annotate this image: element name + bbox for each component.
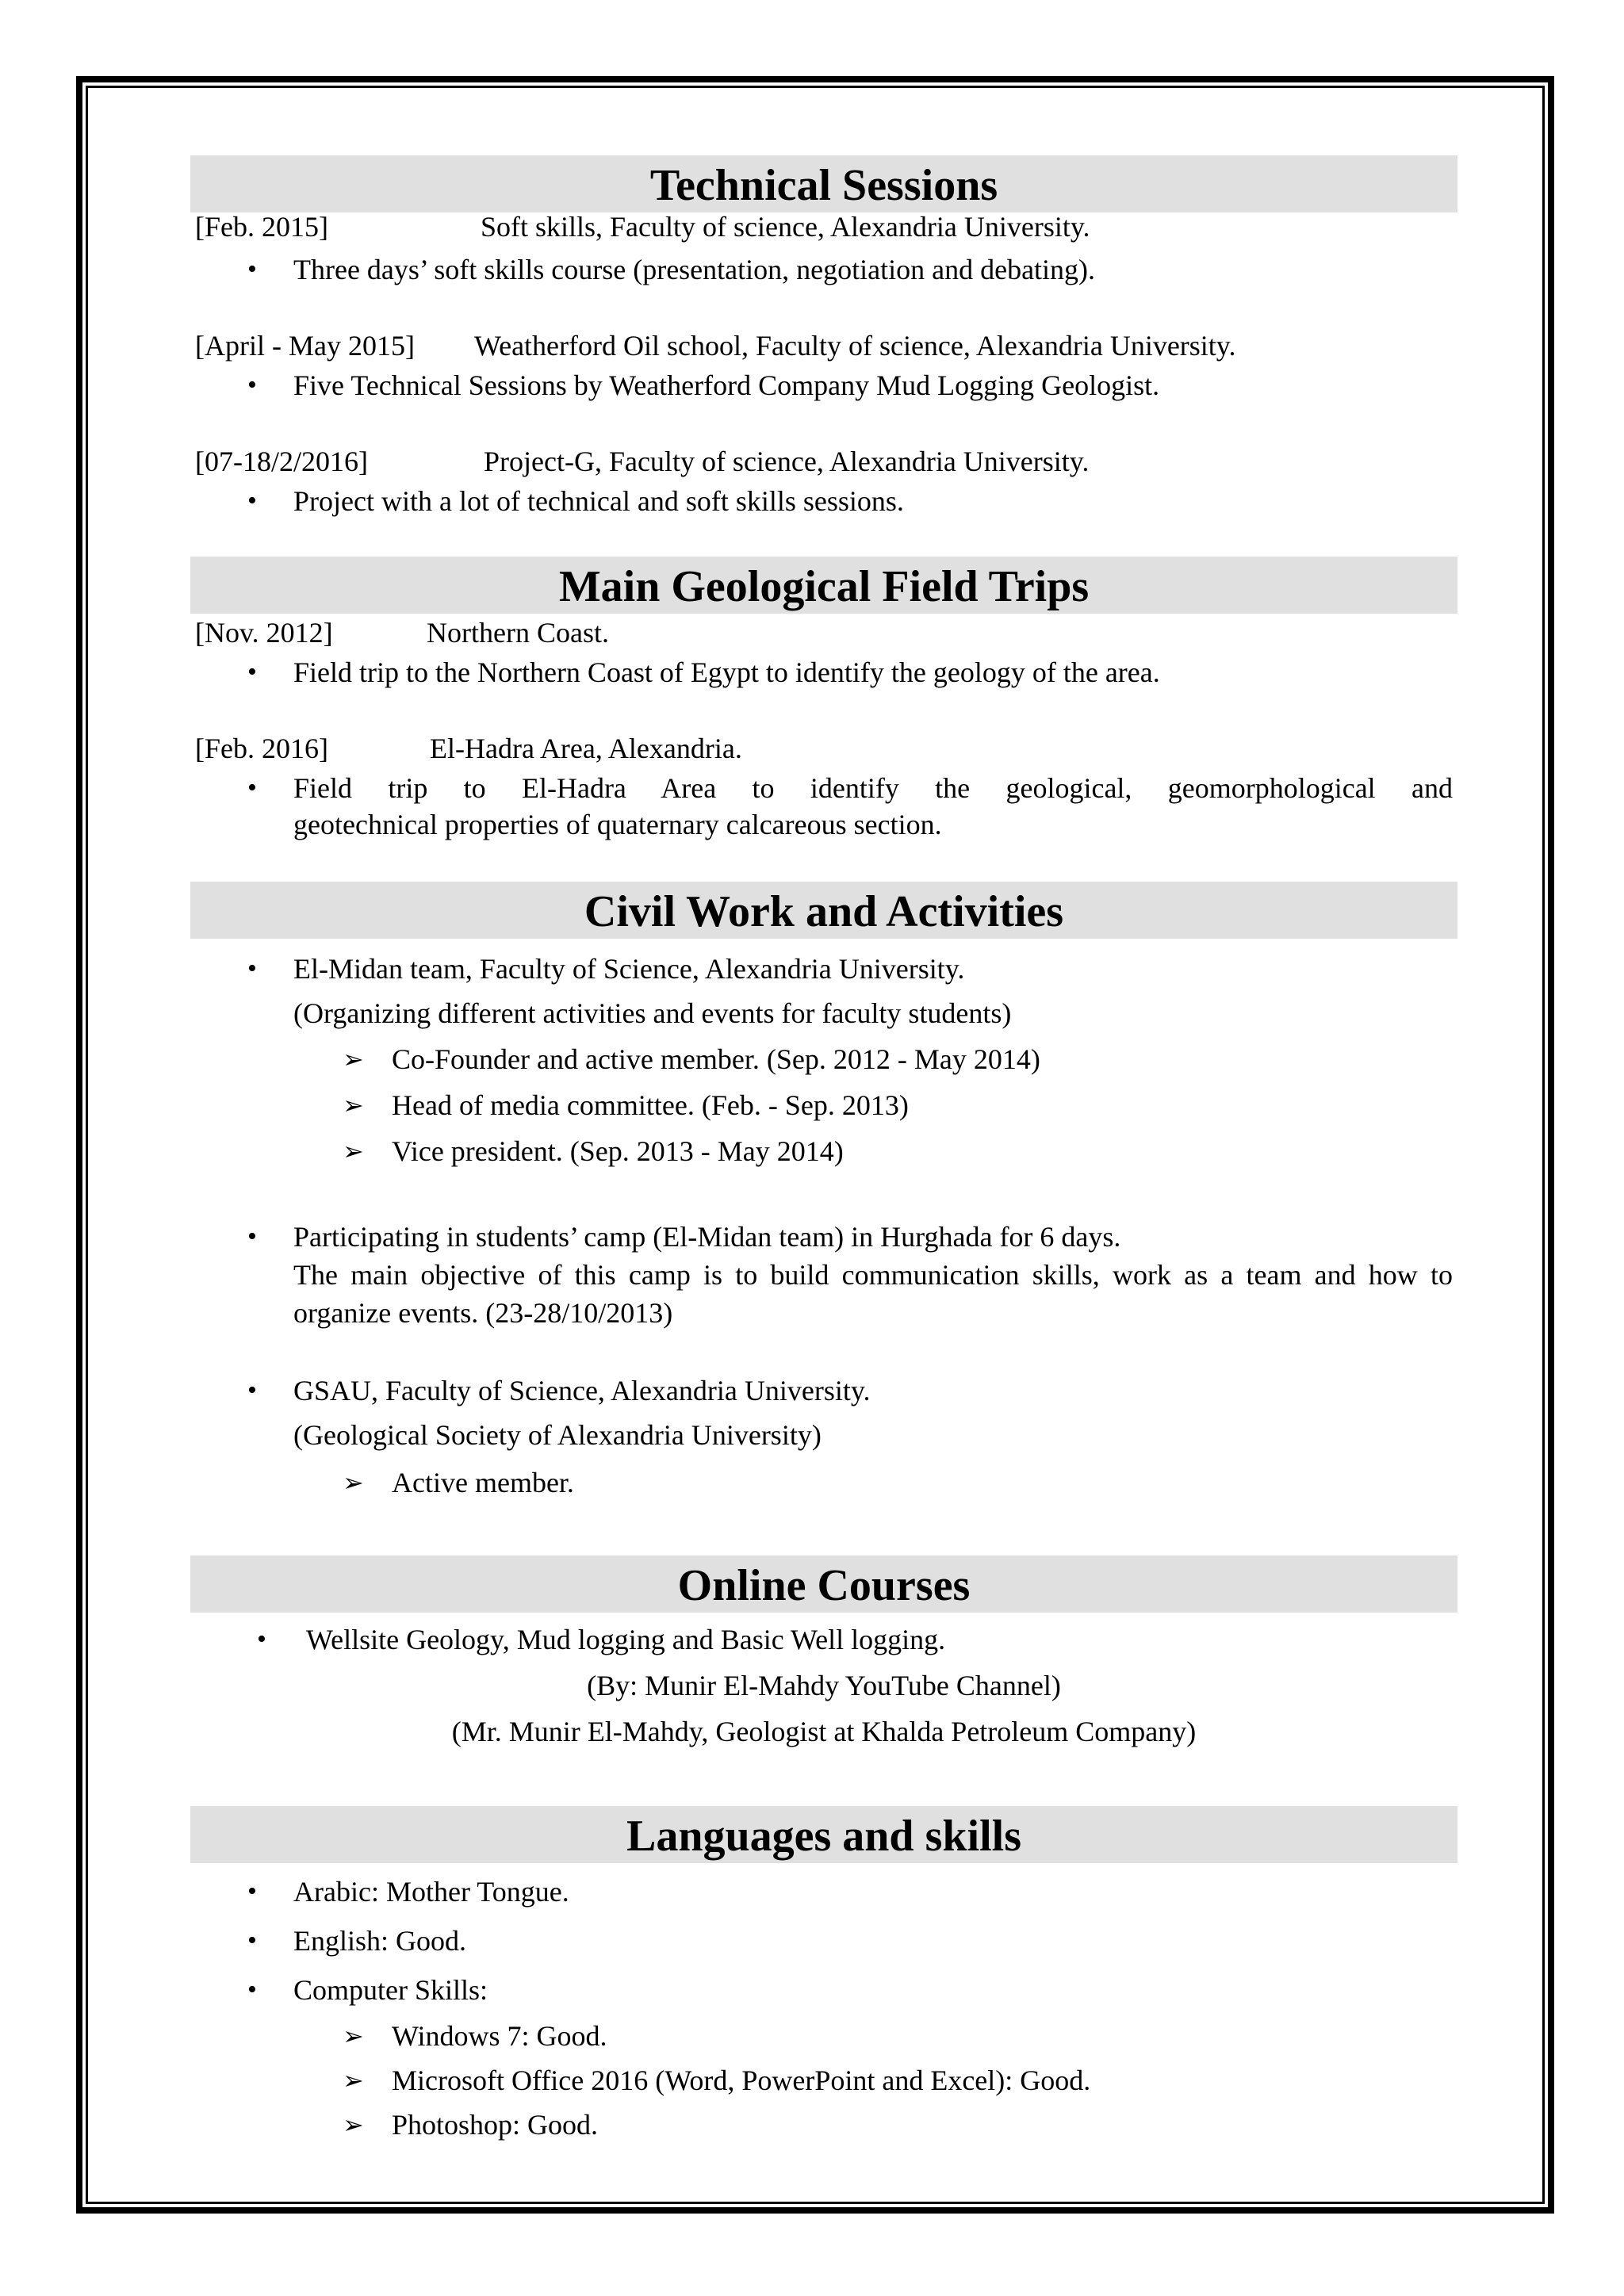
bullet-icon: • <box>257 1624 266 1654</box>
entry-description: Soft skills, Faculty of science, Alexandria University. <box>481 211 1090 243</box>
bullet-icon: • <box>247 954 257 983</box>
activity-description-continuation: organize events. (23-28/10/2013) <box>293 1297 673 1329</box>
bullet-icon: • <box>247 486 257 515</box>
bullet-icon: • <box>247 1376 257 1405</box>
arrow-bullet-icon: ➢ <box>343 1468 364 1497</box>
bullet-text: Five Technical Sessions by Weatherford Company Mud Logging Geologist. <box>293 369 1160 401</box>
course-source: (By: Munir El-Mahdy YouTube Channel) <box>587 1670 1061 1701</box>
sub-item: Vice president. (Sep. 2013 - May 2014) <box>392 1135 844 1167</box>
entry-date: [Nov. 2012] <box>195 617 333 649</box>
entry-description: Northern Coast. <box>427 617 609 649</box>
arrow-bullet-icon: ➢ <box>343 1091 364 1119</box>
activity-description: The main objective of this camp is to build communication skills, work as a team and how to <box>293 1259 1453 1291</box>
entry-description: Project-G, Faculty of science, Alexandria University. <box>484 446 1090 477</box>
entry-date: [April - May 2015] <box>195 330 415 362</box>
course-instructor: (Mr. Munir El-Mahdy, Geologist at Khalda Petroleum Company) <box>451 1716 1197 1747</box>
entry-description: El-Hadra Area, Alexandria. <box>430 733 742 764</box>
arrow-bullet-icon: ➢ <box>343 1137 364 1165</box>
activity-note: (Geological Society of Alexandria University) <box>293 1419 822 1451</box>
bullet-icon: • <box>247 1926 257 1955</box>
skill-item: Microsoft Office 2016 (Word, PowerPoint and Excel): Good. <box>392 2064 1091 2096</box>
bullet-icon: • <box>247 773 257 802</box>
bullet-icon: • <box>247 1222 257 1251</box>
language-item: Arabic: Mother Tongue. <box>293 1876 569 1908</box>
entry-description: Weatherford Oil school, Faculty of science, Alexandria University. <box>474 330 1236 362</box>
skill-item: Windows 7: Good. <box>392 2020 607 2052</box>
bullet-text: Three days’ soft skills course (presentation, negotiation and debating). <box>293 254 1096 285</box>
entry-date: [Feb. 2016] <box>195 733 328 764</box>
activity-title: GSAU, Faculty of Science, Alexandria University. <box>293 1375 871 1406</box>
bullet-icon: • <box>247 254 257 284</box>
sub-item: Head of media committee. (Feb. - Sep. 2013) <box>392 1089 909 1121</box>
activity-title: Participating in students’ camp (El-Midan team) in Hurghada for 6 days. <box>293 1221 1121 1253</box>
arrow-bullet-icon: ➢ <box>343 2110 364 2139</box>
bullet-text: Field trip to El-Hadra Area to identify the geological, geomorphological and <box>293 772 1453 804</box>
activity-note: (Organizing different activities and events for faculty students) <box>293 997 1012 1029</box>
bullet-icon: • <box>247 370 257 400</box>
section-heading-field-trips: Main Geological Field Trips <box>190 557 1457 614</box>
course-title: Wellsite Geology, Mud logging and Basic Well logging. <box>306 1624 946 1655</box>
arrow-bullet-icon: ➢ <box>343 1045 364 1073</box>
bullet-icon: • <box>247 1877 257 1906</box>
skills-heading: Computer Skills: <box>293 1974 488 2006</box>
entry-date: [Feb. 2015] <box>195 211 328 243</box>
bullet-icon: • <box>247 1975 257 2004</box>
bullet-icon: • <box>247 657 257 687</box>
arrow-bullet-icon: ➢ <box>343 2022 364 2050</box>
bullet-text-continuation: geotechnical properties of quaternary calcareous section. <box>293 809 942 840</box>
arrow-bullet-icon: ➢ <box>343 2066 364 2095</box>
activity-title: El-Midan team, Faculty of Science, Alexandria University. <box>293 953 965 985</box>
section-heading-languages-skills: Languages and skills <box>190 1806 1457 1863</box>
sub-item: Co-Founder and active member. (Sep. 2012 - May 2014) <box>392 1043 1040 1075</box>
bullet-text: Field trip to the Northern Coast of Egypt to identify the geology of the area. <box>293 656 1160 688</box>
section-heading-technical-sessions: Technical Sessions <box>190 155 1457 212</box>
entry-date: [07-18/2/2016] <box>195 446 368 477</box>
section-heading-online-courses: Online Courses <box>190 1556 1457 1613</box>
skill-item: Photoshop: Good. <box>392 2109 599 2141</box>
language-item: English: Good. <box>293 1925 467 1957</box>
section-heading-civil-work: Civil Work and Activities <box>190 882 1457 939</box>
sub-item: Active member. <box>392 1467 574 1498</box>
bullet-text: Project with a lot of technical and soft skills sessions. <box>293 485 904 517</box>
